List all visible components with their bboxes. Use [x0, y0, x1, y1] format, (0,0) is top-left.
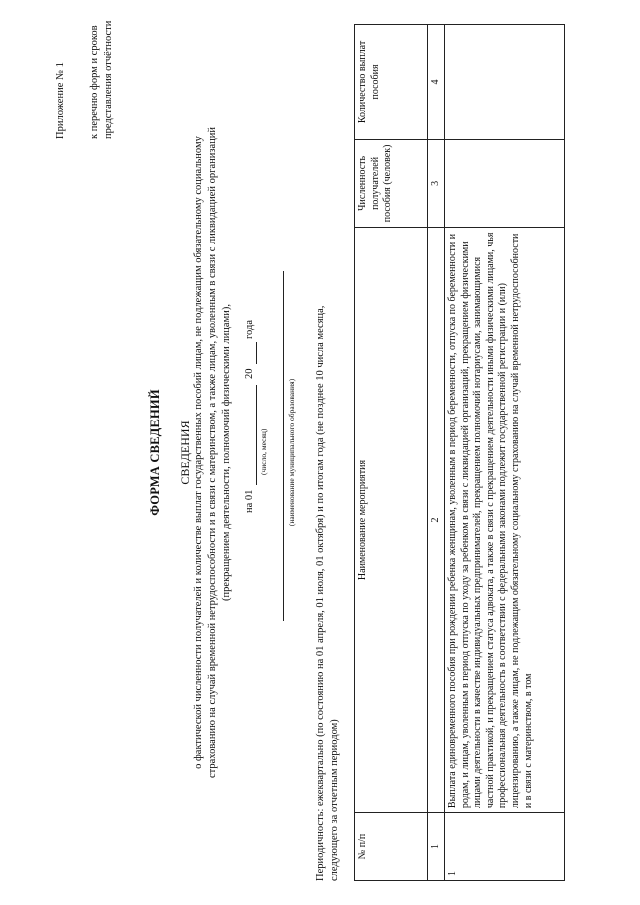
municipality-blank-line: [283, 271, 284, 621]
data-table: [354, 24, 565, 881]
subtitle: СВЕДЕНИЯ: [178, 420, 192, 485]
column-number-row: [428, 25, 445, 881]
header-name: Наименование мероприятия: [355, 227, 428, 812]
table-header-row: [355, 25, 428, 881]
date-suffix: года: [244, 320, 255, 339]
header-payments: Количество выплат пособия: [355, 25, 428, 140]
periodicity-line-1: Периодичность: ежеквартально (по состоянию на 01 апреля, 01 июля, 01 октября) и по итогам года (не позднее 10 числа месяца,: [315, 305, 326, 881]
intro-line-1: о фактической численности получателей и количестве выплат государственных пособий лицам, не подлежащим обязательному социальному: [193, 136, 204, 769]
column-number: 2: [428, 227, 445, 812]
year-blank-line: [256, 342, 257, 364]
appendix-title: Приложение № 1: [55, 62, 66, 139]
column-number: 1: [428, 813, 445, 881]
municipality-caption: (наименование муниципального образования): [287, 378, 296, 527]
header-recipients: Численность получателей пособия (человек): [355, 139, 428, 227]
date-blank-line: [256, 385, 257, 485]
column-number: 4: [428, 25, 445, 140]
periodicity-line-2: следующего за отчетным периодом): [329, 719, 340, 881]
row-description: Выплата единовременного пособия при рождении ребенка женщинам, уволенным в период беременности, отпуска по беременности и родам, и лицам, уволенным в период отпуска по уходу за ребенком в связи с ликвидацией организаций, прекращением физическими лицами деятельности в качестве индивидуальных предпринимателей, прекращением полномочий нотариусами, занимающимися частной практикой, и прекращением статуса адвоката, а также в связи с прекращением деятельности иными физическими лицами, чья профессиональная деятельность в соответствии с федеральными законами подлежит государственной регистрации и (или) лицензированию, а также лицам, не подлежащим обязательному социальному страхованию на случай временной нетрудоспособности и в связи с материнством, в том: [445, 227, 565, 812]
intro-line-2: страхованию на случай временной нетрудоспособности и в связи с материнством, а также лицам, уволенным в связи с ликвидацией организаций: [207, 126, 218, 779]
header-number: № п/п: [355, 813, 428, 881]
form-title: ФОРМА СВЕДЕНИЙ: [148, 389, 162, 516]
column-number: 3: [428, 139, 445, 227]
date-prefix: на 01: [244, 489, 255, 513]
row-number: 1: [445, 813, 565, 881]
appendix-line-1: к перечню форм и сроков: [89, 25, 100, 139]
row-payments-cell: [445, 25, 565, 140]
table-row: [445, 25, 565, 881]
appendix-line-2: представления отчётности: [103, 20, 114, 139]
date-year-prefix: 20: [244, 368, 255, 379]
row-recipients-cell: [445, 139, 565, 227]
intro-line-3: (прекращением деятельности, полномочий физическими лицами),: [221, 304, 232, 601]
date-caption: (число, месяц): [259, 428, 268, 475]
